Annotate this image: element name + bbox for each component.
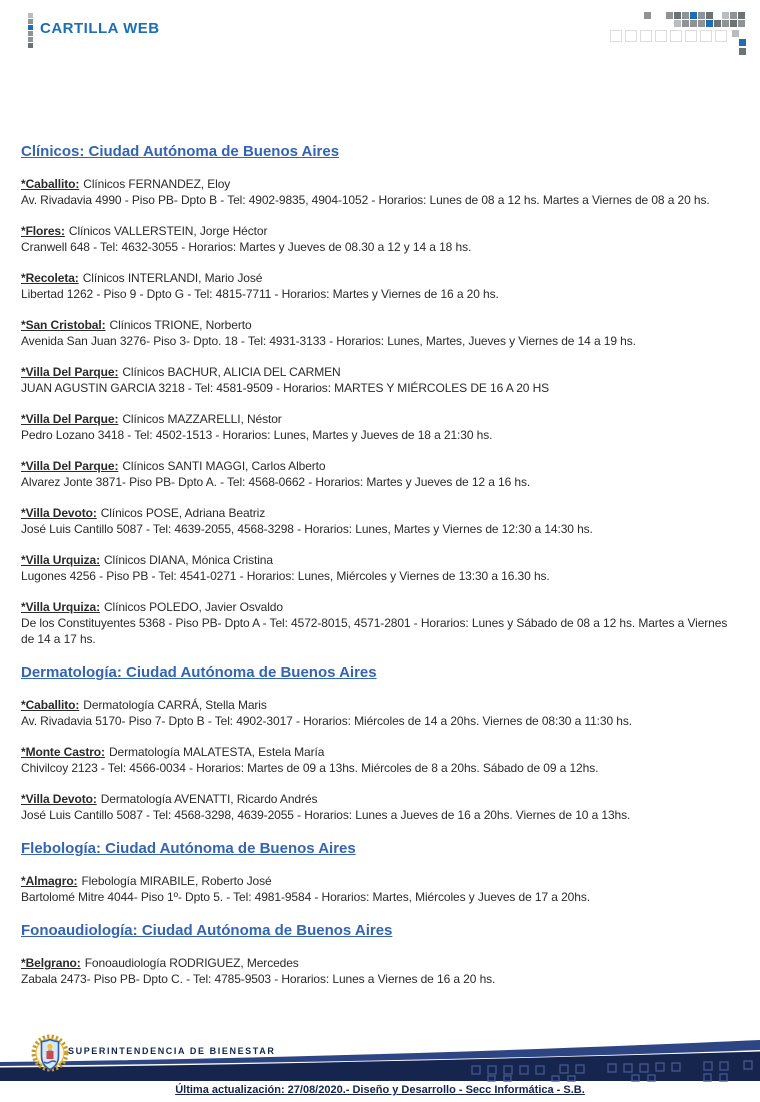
provider-name-line <box>21 791 739 807</box>
doctor-name: Dermatología CARRÁ, Stella Maris <box>83 698 267 712</box>
neighborhood-label: *Caballito: <box>21 177 80 191</box>
doctor-name: Clínicos TRIONE, Norberto <box>109 318 252 332</box>
provider-details: Cranwell 648 - Tel: 4632-3055 - Horarios: Martes y Jueves de 08.30 a 12 y 14 a 18 hs. <box>21 240 472 254</box>
doctor-name: Clínicos FERNANDEZ, Eloy <box>83 177 231 191</box>
provider-name-line <box>21 364 739 380</box>
neighborhood-label: *Almagro: <box>21 874 78 888</box>
section-entries <box>21 955 739 987</box>
section-title[interactable]: Dermatología: Ciudad Autónoma de Buenos Aires <box>21 664 377 681</box>
provider-name-line <box>21 176 739 192</box>
provider-name-line <box>21 955 739 971</box>
provider-name-line <box>21 873 739 889</box>
provider-name-line <box>21 458 739 474</box>
provider-entry <box>21 411 739 443</box>
doctor-name: Clínicos POLEDO, Javier Osvaldo <box>103 600 283 614</box>
doctor-name: Fonoaudiología RODRIGUEZ, Mercedes <box>84 956 299 970</box>
neighborhood-label: *Villa Del Parque: <box>21 365 119 379</box>
provider-details: José Luis Cantillo 5087 - Tel: 4639-2055, 4568-3298 - Horarios: Lunes, Martes y Viernes de 12:30 a 14:30 hs. <box>21 522 593 536</box>
header <box>0 0 760 60</box>
provider-entry <box>21 317 739 349</box>
section-title[interactable]: Fonoaudiología: Ciudad Autónoma de Buenos Aires <box>21 922 393 939</box>
neighborhood-label: *Belgrano: <box>21 956 81 970</box>
section-title[interactable]: Clínicos: Ciudad Autónoma de Buenos Aires <box>21 143 340 160</box>
doctor-name: Clínicos DIANA, Mónica Cristina <box>103 553 273 567</box>
provider-entry <box>21 552 739 584</box>
doctor-name: Clínicos MAZZARELLI, Néstor <box>122 412 282 426</box>
neighborhood-label: *Villa Urquiza: <box>21 553 100 567</box>
provider-name-line <box>21 599 739 615</box>
provider-entry <box>21 744 739 776</box>
neighborhood-label: *Villa Devoto: <box>21 792 97 806</box>
provider-details: Chivilcoy 2123 - Tel: 4566-0034 - Horarios: Martes de 09 a 13hs. Miércoles de 8 a 20hs. Sábado de 09 a 12hs. <box>21 761 599 775</box>
specialty-section <box>21 143 739 647</box>
provider-entry <box>21 505 739 537</box>
provider-details: Avenida San Juan 3276- Piso 3- Dpto. 18 - Tel: 4931-3133 - Horarios: Lunes, Martes, Jueves y Viernes de 14 a 19 hs. <box>21 334 636 348</box>
provider-name-line <box>21 317 739 333</box>
provider-details: Av. Rivadavia 4990 - Piso PB- Dpto B - Tel: 4902-9835, 4904-1052 - Horarios: Lunes de 08 a 12 hs. Martes a Viernes de 08 a 20 hs. <box>21 193 710 207</box>
provider-entry <box>21 599 739 647</box>
provider-entry <box>21 223 739 255</box>
neighborhood-label: *Villa Del Parque: <box>21 459 119 473</box>
superintendencia-logo-icon <box>30 1030 70 1078</box>
provider-entry <box>21 697 739 729</box>
provider-entry <box>21 955 739 987</box>
last-update-line: Última actualización: 27/08/2020.- Diseño y Desarrollo - Secc Informática - S.B. <box>175 1084 585 1096</box>
provider-details: Libertad 1262 - Piso 9 - Dpto G - Tel: 4815-7711 - Horarios: Martes y Viernes de 16 a 20 hs. <box>21 287 499 301</box>
doctor-name: Clínicos VALLERSTEIN, Jorge Héctor <box>68 224 268 238</box>
provider-entry <box>21 791 739 823</box>
specialty-section <box>21 922 739 987</box>
provider-entry <box>21 873 739 905</box>
section-entries <box>21 697 739 823</box>
section-title[interactable]: Flebología: Ciudad Autónoma de Buenos Aires <box>21 840 356 857</box>
neighborhood-label: *Villa Urquiza: <box>21 600 100 614</box>
doctor-name: Clínicos BACHUR, ALICIA DEL CARMEN <box>122 365 341 379</box>
page-title: CARTILLA WEB <box>40 20 160 37</box>
footer <box>0 1028 760 1102</box>
doctor-name: Dermatología AVENATTI, Ricardo Andrés <box>100 792 318 806</box>
neighborhood-label: *Villa Del Parque: <box>21 412 119 426</box>
provider-details: De los Constituyentes 5368 - Piso PB- Dpto A - Tel: 4572-8015, 4571-2801 - Horarios: Lunes y Sábado de 08 a 12 hs. Martes a Viernes de 14 a 17 hs. <box>21 616 728 646</box>
provider-name-line <box>21 744 739 760</box>
doctor-name: Dermatología MALATESTA, Estela María <box>108 745 325 759</box>
provider-details: Bartolomé Mitre 4044- Piso 1º- Dpto 5. - Tel: 4981-9584 - Horarios: Martes, Miércoles y Jueves de 17 a 20hs. <box>21 890 590 904</box>
neighborhood-label: *Recoleta: <box>21 271 79 285</box>
section-entries <box>21 176 739 647</box>
provider-details: José Luis Cantillo 5087 - Tel: 4568-3298, 4639-2055 - Horarios: Lunes a Jueves de 16 a 20hs. Viernes de 10 a 13hs. <box>21 808 631 822</box>
neighborhood-label: *Flores: <box>21 224 65 238</box>
provider-name-line <box>21 505 739 521</box>
doctor-name: Clínicos INTERLANDI, Mario José <box>82 271 263 285</box>
provider-entry <box>21 458 739 490</box>
provider-details: Zabala 2473- Piso PB- Dpto C. - Tel: 4785-9503 - Horarios: Lunes a Viernes de 16 a 20 hs. <box>21 972 496 986</box>
provider-name-line <box>21 697 739 713</box>
neighborhood-label: *San Cristobal: <box>21 318 106 332</box>
header-mosaic-decoration <box>610 12 748 58</box>
neighborhood-label: *Caballito: <box>21 698 80 712</box>
neighborhood-label: *Villa Devoto: <box>21 506 97 520</box>
doctor-name: Clínicos POSE, Adriana Beatriz <box>100 506 266 520</box>
provider-name-line <box>21 411 739 427</box>
specialty-section <box>21 664 739 823</box>
provider-details: Lugones 4256 - Piso PB - Tel: 4541-0271 - Horarios: Lunes, Miércoles y Viernes de 13:30 a 16.30 hs. <box>21 569 550 583</box>
provider-details: Alvarez Jonte 3871- Piso PB- Dpto A. - Tel: 4568-0662 - Horarios: Martes y Jueves de 12 a 16 hs. <box>21 475 531 489</box>
provider-details: JUAN AGUSTIN GARCIA 3218 - Tel: 4581-9509 - Horarios: MARTES Y MIÉRCOLES DE 16 A 20 HS <box>21 381 550 395</box>
provider-name-line <box>21 552 739 568</box>
provider-details: Pedro Lozano 3418 - Tel: 4502-1513 - Horarios: Lunes, Martes y Jueves de 18 a 21:30 hs. <box>21 428 493 442</box>
header-strip-icon <box>28 13 33 49</box>
doctor-name: Flebología MIRABILE, Roberto José <box>81 874 272 888</box>
provider-name-line <box>21 270 739 286</box>
provider-name-line <box>21 223 739 239</box>
provider-entry <box>21 270 739 302</box>
provider-details: Av. Rivadavia 5170- Piso 7- Dpto B - Tel: 4902-3017 - Horarios: Miércoles de 14 a 20hs. Viernes de 08:30 a 11:30 hs. <box>21 714 632 728</box>
provider-entry <box>21 364 739 396</box>
directory <box>0 60 760 987</box>
section-entries <box>21 873 739 905</box>
org-name: SUPERINTENDENCIA DE BIENESTAR <box>68 1046 276 1056</box>
provider-entry <box>21 176 739 208</box>
neighborhood-label: *Monte Castro: <box>21 745 105 759</box>
specialty-section <box>21 840 739 905</box>
doctor-name: Clínicos SANTI MAGGI, Carlos Alberto <box>122 459 326 473</box>
